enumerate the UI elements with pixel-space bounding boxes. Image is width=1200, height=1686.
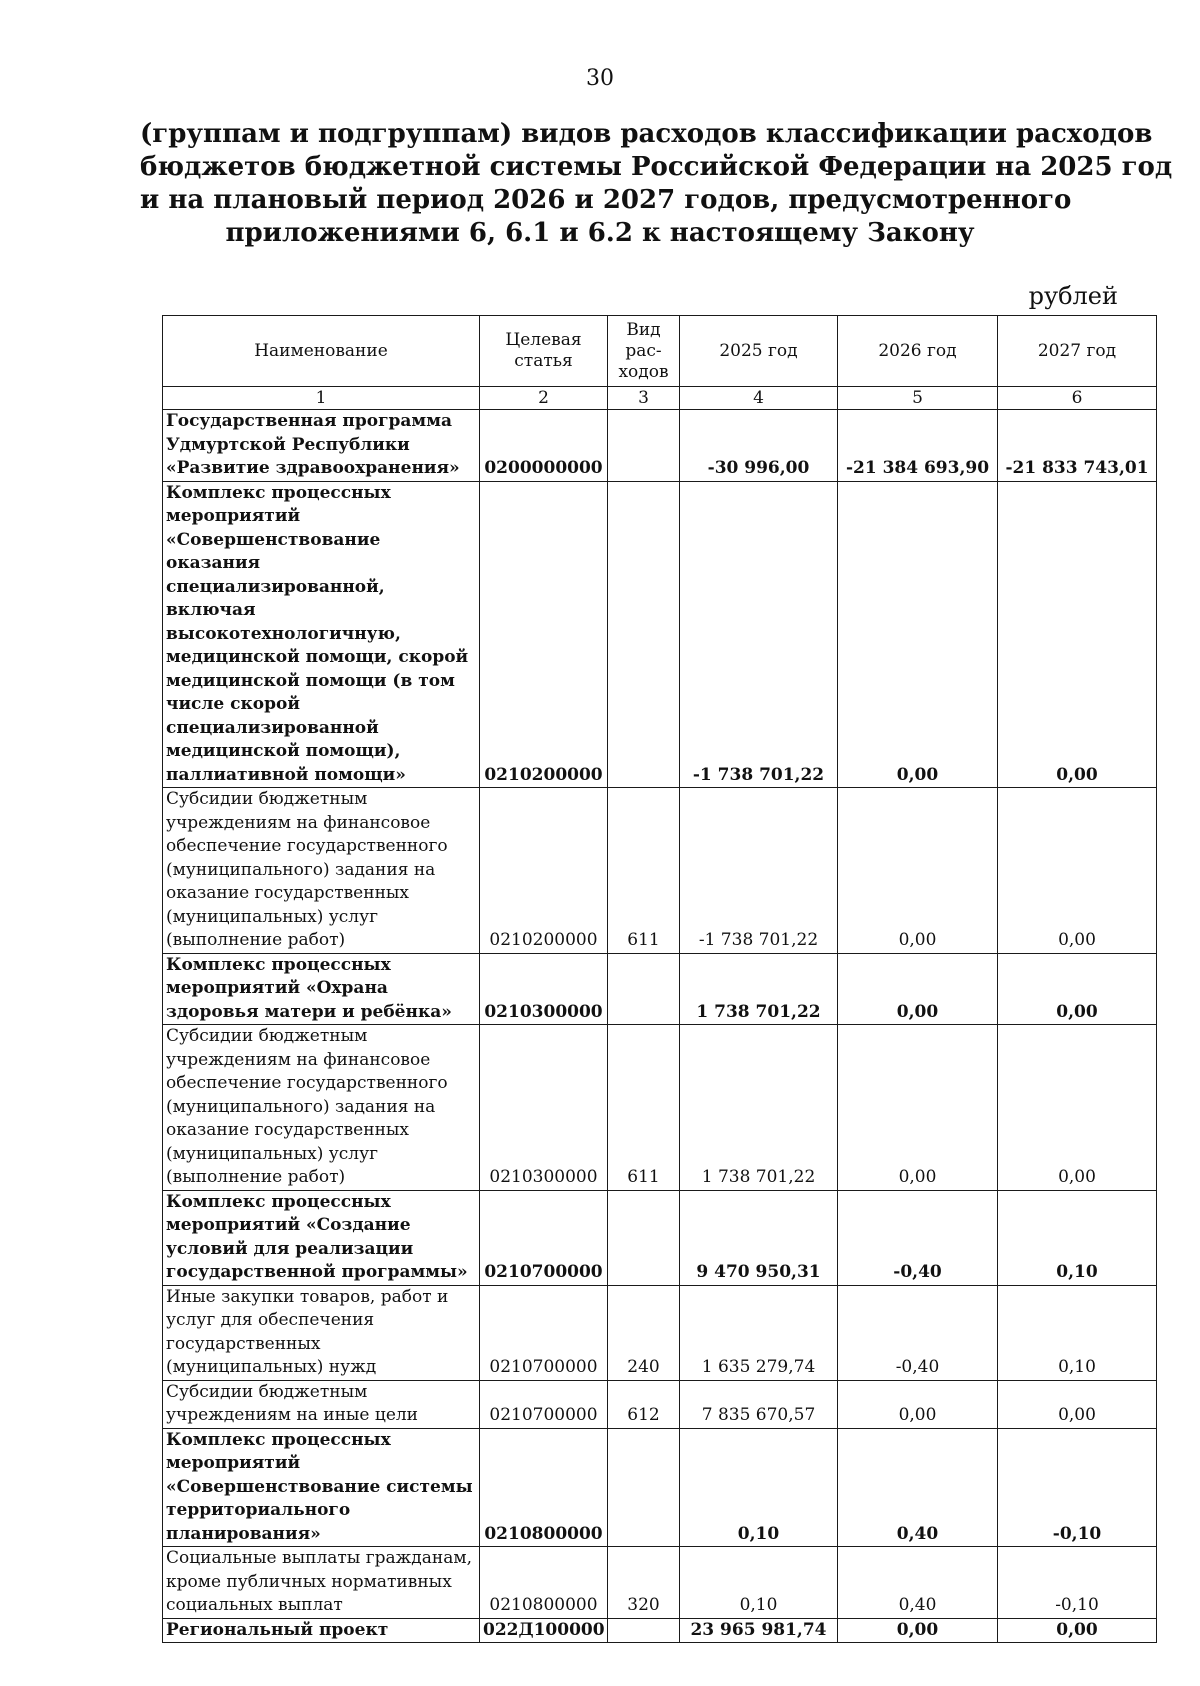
header-name: Наименование (163, 316, 480, 387)
header-number: 6 (998, 387, 1157, 410)
table-row (163, 1025, 1157, 1191)
row-expense-type (608, 1618, 680, 1643)
row-value-2025: 1 738 701,22 (680, 1025, 838, 1191)
row-expense-type (608, 1428, 680, 1547)
header-2027: 2027 год (998, 316, 1157, 387)
heading-line: приложениями 6, 6.1 и 6.2 к настоящему Закону (225, 218, 975, 248)
row-expense-type: 611 (608, 788, 680, 954)
row-target-article: 022Д100000 (480, 1618, 608, 1643)
row-name: Иные закупки товаров, работ и услуг для обеспечения государственных (муниципальных) нужд (163, 1285, 480, 1380)
table-body (163, 410, 1157, 1643)
row-name: Субсидии бюджетным учреждениям на финансовое обеспечение государственного (муниципального) задания на оказание государственных (муниципальных) услуг (выполнение работ) (163, 788, 480, 954)
row-value-2025: 7 835 670,57 (680, 1380, 838, 1428)
row-value-2027: 0,00 (998, 1025, 1157, 1191)
row-value-2027: 0,00 (998, 1380, 1157, 1428)
row-value-2027: -0,10 (998, 1547, 1157, 1619)
header-number: 2 (480, 387, 608, 410)
row-expense-type: 320 (608, 1547, 680, 1619)
row-value-2026: 0,40 (838, 1547, 998, 1619)
table-row (163, 1428, 1157, 1547)
row-name: Субсидии бюджетным учреждениям на финансовое обеспечение государственного (муниципального) задания на оказание государственных (муниципальных) услуг (выполнение работ) (163, 1025, 480, 1191)
heading-line: и на плановый период 2026 и 2027 годов, предусмотренного (140, 185, 1072, 215)
row-target-article: 0210700000 (480, 1190, 608, 1285)
row-target-article: 0210700000 (480, 1285, 608, 1380)
row-value-2026: 0,00 (838, 1025, 998, 1191)
row-value-2027: 0,00 (998, 481, 1157, 788)
row-value-2026: 0,00 (838, 953, 998, 1025)
row-value-2027: 0,10 (998, 1190, 1157, 1285)
budget-table (162, 315, 1157, 1643)
row-name: Региональный проект (163, 1618, 480, 1643)
row-expense-type: 611 (608, 1025, 680, 1191)
row-target-article: 0210800000 (480, 1547, 608, 1619)
table-row (163, 1285, 1157, 1380)
table-row (163, 481, 1157, 788)
row-value-2027: 0,00 (998, 788, 1157, 954)
row-target-article: 0210700000 (480, 1380, 608, 1428)
table-row (163, 1380, 1157, 1428)
row-expense-type: 612 (608, 1380, 680, 1428)
header-expense-type: Вид рас-ходов (608, 316, 680, 387)
row-value-2026: -21 384 693,90 (838, 410, 998, 482)
header-number: 1 (163, 387, 480, 410)
document-heading (140, 118, 1173, 250)
row-target-article: 0210200000 (480, 788, 608, 954)
row-value-2027: -21 833 743,01 (998, 410, 1157, 482)
table-row (163, 953, 1157, 1025)
row-expense-type: 240 (608, 1285, 680, 1380)
row-value-2025: 0,10 (680, 1428, 838, 1547)
header-number: 4 (680, 387, 838, 410)
row-expense-type (608, 410, 680, 482)
row-value-2026: -0,40 (838, 1285, 998, 1380)
header-row (163, 316, 1157, 387)
header-2025: 2025 год (680, 316, 838, 387)
header-2026: 2026 год (838, 316, 998, 387)
row-value-2025: -1 738 701,22 (680, 481, 838, 788)
row-value-2025: 9 470 950,31 (680, 1190, 838, 1285)
row-value-2025: -1 738 701,22 (680, 788, 838, 954)
header-target-article: Целевая статья (480, 316, 608, 387)
row-name: Комплекс процессных мероприятий «Совершенствование системы территориального планирования» (163, 1428, 480, 1547)
row-value-2026: 0,00 (838, 788, 998, 954)
header-number-row (163, 387, 1157, 410)
row-name: Комплекс процессных мероприятий «Совершенствование оказания специализированной, включая высокотехнологичную, медицинской помощи, скорой медицинской помощи (в том числе скорой специализированной медицинской помощи), паллиативной помощи» (163, 481, 480, 788)
row-target-article: 0210200000 (480, 481, 608, 788)
row-expense-type (608, 1190, 680, 1285)
table-row (163, 1618, 1157, 1643)
row-name: Комплекс процессных мероприятий «Охрана здоровья матери и ребёнка» (163, 953, 480, 1025)
row-name: Государственная программа Удмуртской Республики «Развитие здравоохранения» (163, 410, 480, 482)
heading-line: (группам и подгруппам) видов расходов классификации расходов (140, 119, 1153, 149)
table-row (163, 1190, 1157, 1285)
row-value-2026: 0,00 (838, 481, 998, 788)
row-value-2027: 0,00 (998, 1618, 1157, 1643)
table-row (163, 1547, 1157, 1619)
heading-line: бюджетов бюджетной системы Российской Федерации на 2025 год (140, 152, 1173, 182)
row-value-2025: 0,10 (680, 1547, 838, 1619)
row-value-2025: 1 635 279,74 (680, 1285, 838, 1380)
row-name: Комплекс процессных мероприятий «Создание условий для реализации государственной программы» (163, 1190, 480, 1285)
row-value-2026: 0,40 (838, 1428, 998, 1547)
row-target-article: 0210300000 (480, 953, 608, 1025)
page-number: 30 (586, 66, 614, 91)
row-target-article: 0200000000 (480, 410, 608, 482)
row-value-2026: 0,00 (838, 1618, 998, 1643)
header-number: 5 (838, 387, 998, 410)
table-row (163, 788, 1157, 954)
row-name: Субсидии бюджетным учреждениям на иные цели (163, 1380, 480, 1428)
row-value-2027: 0,00 (998, 953, 1157, 1025)
row-value-2027: -0,10 (998, 1428, 1157, 1547)
currency-unit: рублей (1028, 282, 1118, 310)
row-target-article: 0210300000 (480, 1025, 608, 1191)
row-expense-type (608, 481, 680, 788)
table-row (163, 410, 1157, 482)
row-value-2025: 23 965 981,74 (680, 1618, 838, 1643)
row-expense-type (608, 953, 680, 1025)
row-value-2027: 0,10 (998, 1285, 1157, 1380)
row-value-2025: -30 996,00 (680, 410, 838, 482)
row-value-2026: -0,40 (838, 1190, 998, 1285)
row-target-article: 0210800000 (480, 1428, 608, 1547)
row-value-2026: 0,00 (838, 1380, 998, 1428)
row-name: Социальные выплаты гражданам, кроме публичных нормативных социальных выплат (163, 1547, 480, 1619)
row-value-2025: 1 738 701,22 (680, 953, 838, 1025)
header-number: 3 (608, 387, 680, 410)
